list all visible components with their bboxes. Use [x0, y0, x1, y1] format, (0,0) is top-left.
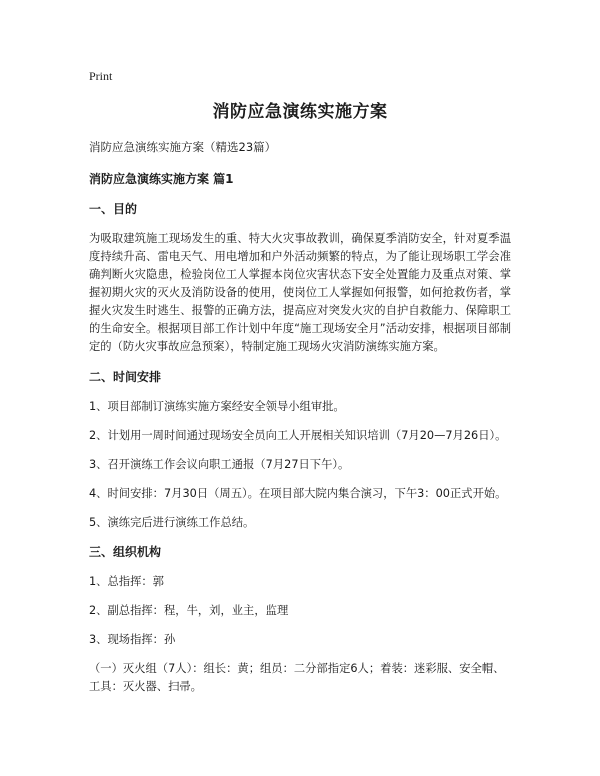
print-link[interactable]: Print: [89, 69, 113, 83]
page-title: 消防应急演练实施方案: [212, 102, 388, 122]
organization-item: 1、总指挥：郭: [89, 575, 164, 588]
schedule-item: 4、时间安排：7月30日（周五）。在项目部大院内集合演习，下午3：00正式开始。: [89, 487, 507, 500]
organization-item: （一）灭火组（7人）：组长：黄；组员：二分部指定6人；着装：迷彩服、安全帽、工具：灭火器、扫帚。: [89, 662, 505, 693]
organization-item: 2、副总指挥：程，牛，刘，业主，监理: [89, 604, 289, 617]
purpose-paragraph: 为吸取建筑施工现场发生的重、特大火灾事故教训，确保夏季消防安全，针对夏季温度持续升高、雷电天气、用电增加和户外活动频繁的特点，为了能让现场职工学会准确判断火灾隐患，检验岗位工人掌握本岗位灾害状态下安全处置能力及重点对策、掌握初期火灾的灭火及消防设备的使用，使岗位工人掌握如何报警，如何抢救伤者，掌握火灾发生时逃生、报警的正确方法，提高应对突发火灾的自护自救能力、保障职工的生命安全。根据项目部工作计划中年度“施工现场安全月”活动安排，根据项目部制定的（防火灾事故应急预案），特制定施工现场火灾消防演练实施方案。: [89, 232, 511, 353]
schedule-item: 3、召开演练工作会议向职工通报（7月27日下午）。: [89, 458, 350, 471]
section-heading-organization: 三、组织机构: [89, 545, 162, 559]
schedule-item: 2、计划用一周时间通过现场安全员向工人开展相关知识培训（7月20—7月26日）。: [89, 429, 507, 442]
schedule-item: 5、演练完后进行演练工作总结。: [89, 516, 255, 529]
section-heading-schedule: 二、时间安排: [89, 370, 162, 384]
organization-item: 3、现场指挥：孙: [89, 633, 176, 646]
subtitle: 消防应急演练实施方案（精选23篇）: [89, 140, 277, 154]
section-heading-purpose: 一、目的: [89, 202, 138, 216]
article-heading: 消防应急演练实施方案 篇1: [89, 172, 234, 186]
schedule-item: 1、项目部制订演练实施方案经安全领导小组审批。: [89, 400, 345, 413]
